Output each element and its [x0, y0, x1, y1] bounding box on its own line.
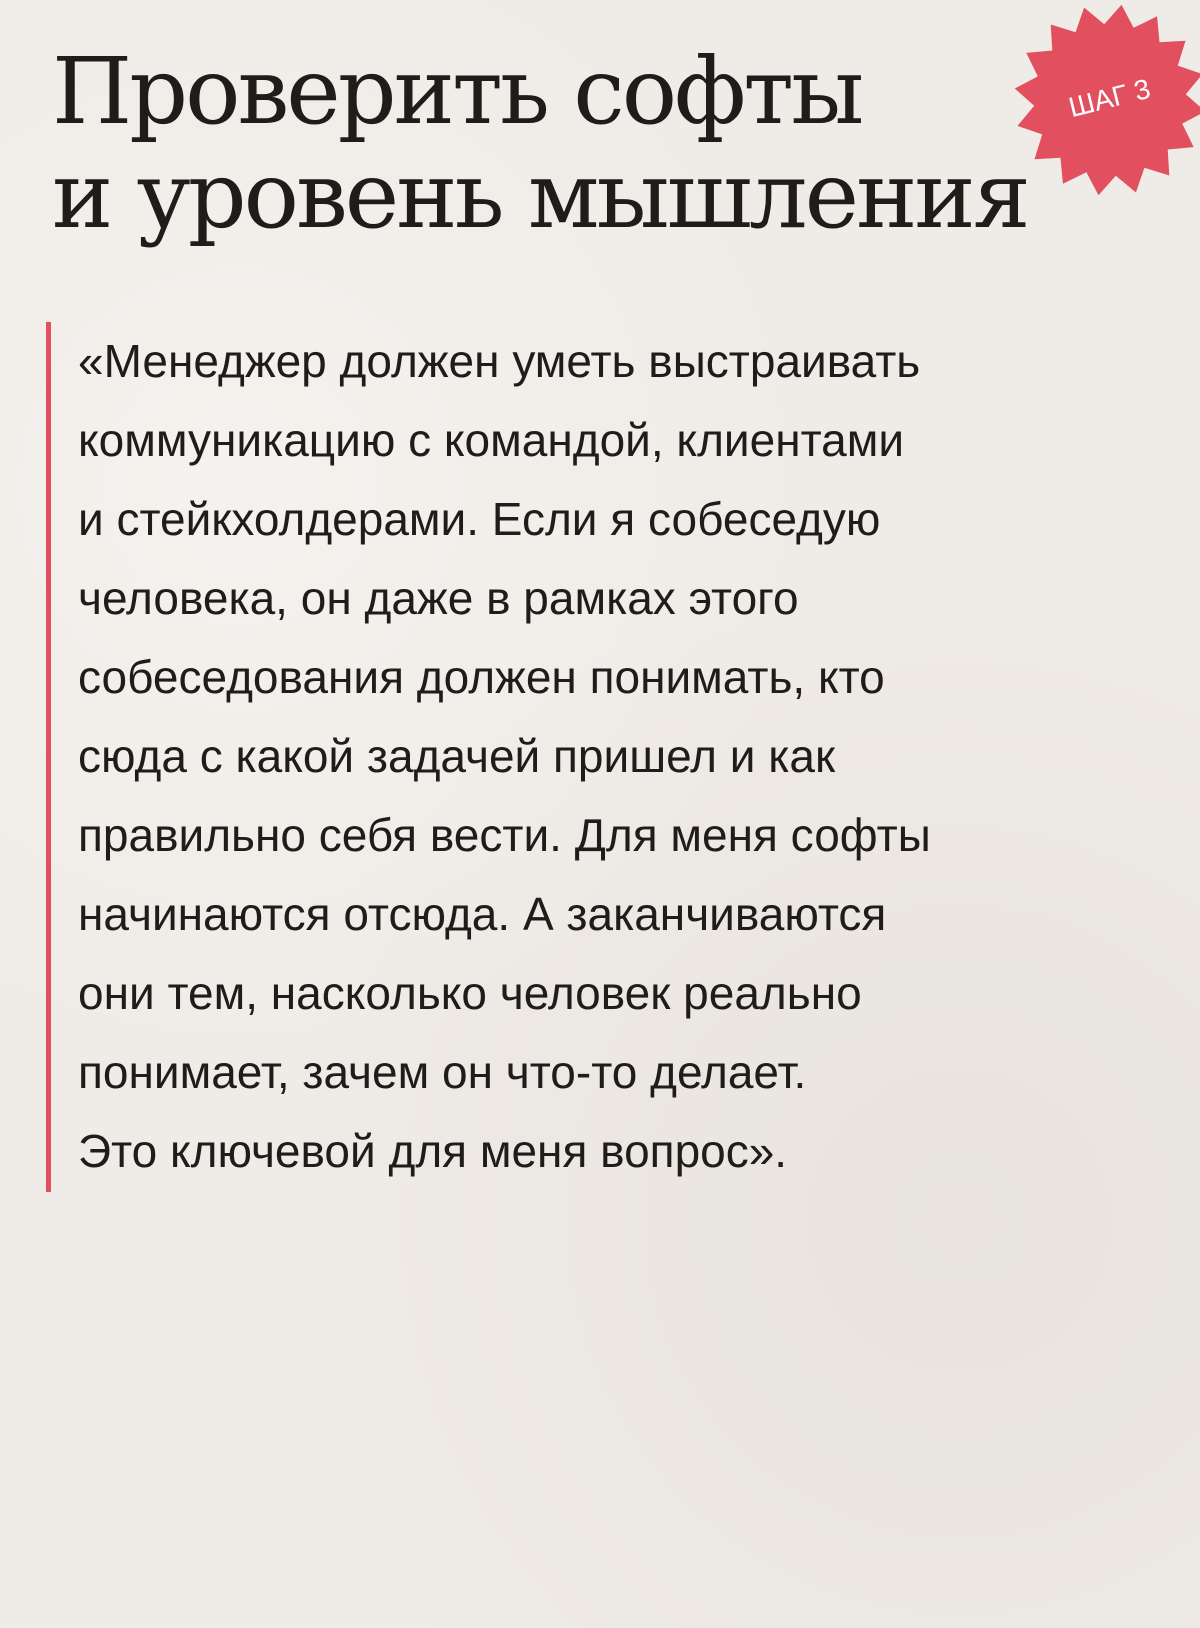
quote-line: начинаются отсюда. А заканчиваются — [78, 888, 887, 940]
starburst-badge-icon — [1000, 0, 1200, 200]
quote-text — [78, 322, 1148, 1191]
quote-line: понимает, зачем он что-то делает. — [78, 1046, 807, 1098]
quote-line: правильно себя вести. Для меня софты — [78, 809, 931, 861]
step-badge — [1000, 0, 1200, 200]
quote-line: собеседования должен понимать, кто — [78, 651, 885, 703]
quote-line: и стейкхолдерами. Если я собеседую — [78, 493, 881, 545]
quote-accent-bar — [46, 322, 51, 1192]
quote-line: коммуникацию с командой, клиентами — [78, 414, 905, 466]
quote-line: они тем, насколько человек реально — [78, 967, 862, 1019]
page-title — [52, 38, 1028, 249]
quote-line: сюда с какой задачей пришел и как — [78, 730, 836, 782]
quote-line: Это ключевой для меня вопрос». — [78, 1125, 788, 1177]
quote-block — [46, 322, 1156, 1192]
quote-line: человека, он даже в рамках этого — [78, 572, 799, 624]
quote-line: «Менеджер должен уметь выстраивать — [78, 335, 921, 387]
badge-label: ШАГ 3 — [1065, 72, 1154, 124]
title-line-2: и уровень мышления — [52, 142, 1028, 249]
title-line-1: Проверить софты — [52, 38, 862, 145]
